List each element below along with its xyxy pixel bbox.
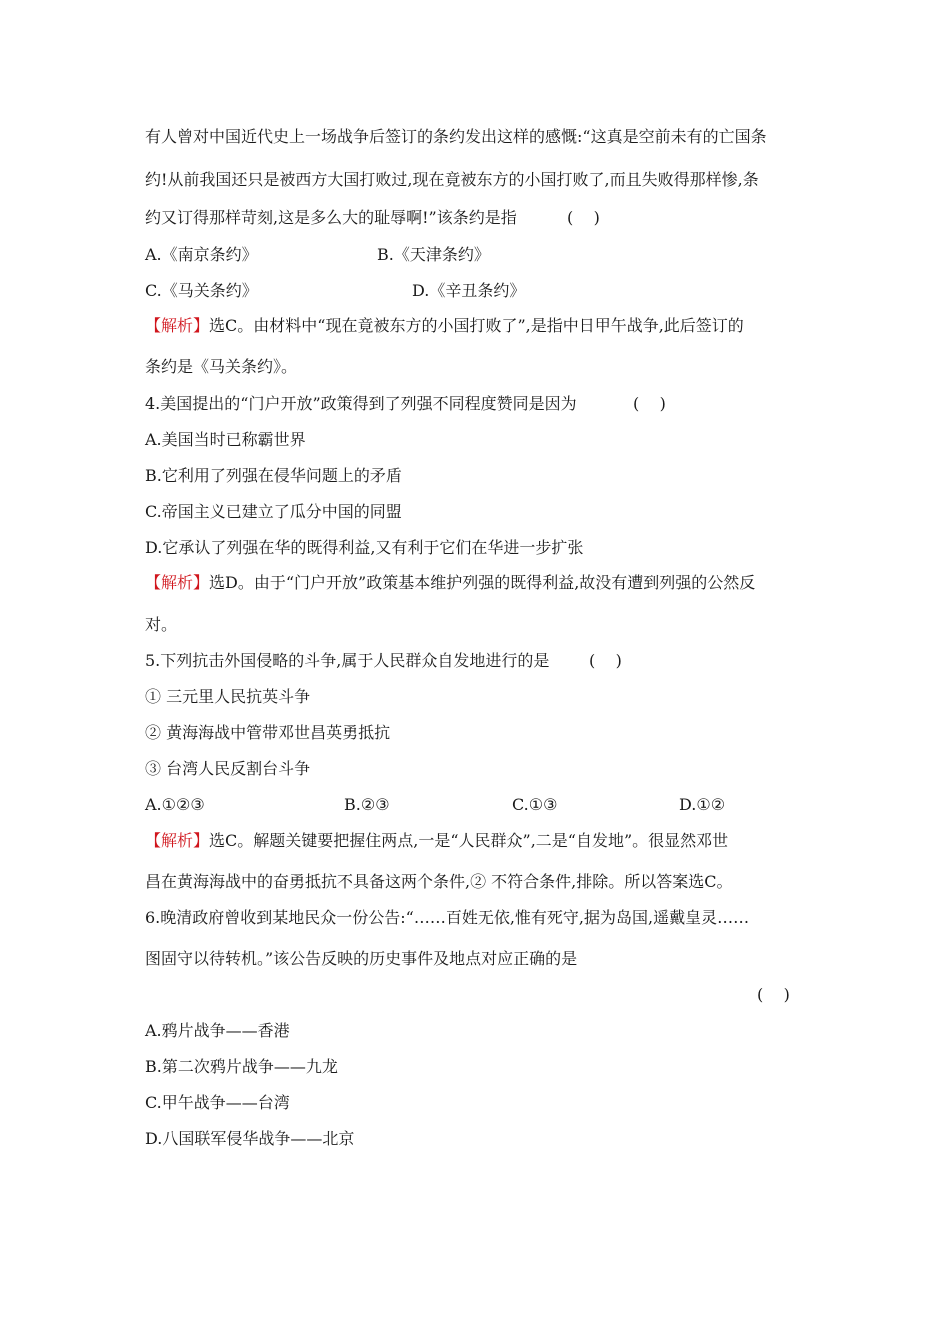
q4-option-d: D.它承认了列强在华的既得利益,又有利于它们在华进一步扩张 <box>145 538 584 557</box>
q4-stem: 4.美国提出的“门户开放”政策得到了列强不同程度赞同是因为 <box>145 394 577 413</box>
q5-analysis-line-2: 昌在黄海海战中的奋勇抵抗不具备这两个条件,② 不符合条件,排除。所以答案选C。 <box>145 872 733 891</box>
q6-stem-line-2: 图固守以待转机。”该公告反映的历史事件及地点对应正确的是 <box>145 949 578 968</box>
q3-option-b: B.《天津条约》 <box>377 245 490 264</box>
q3-analysis-line-2: 条约是《马关条约》。 <box>145 357 298 376</box>
q6-option-a: A.鸦片战争——香港 <box>145 1021 290 1040</box>
q5-item-3: ③ 台湾人民反割台斗争 <box>145 759 311 778</box>
q4-analysis-tag: 【解析】 <box>145 573 210 592</box>
q4-analysis-line-2: 对。 <box>145 615 178 634</box>
q5-item-2: ② 黄海海战中管带邓世昌英勇抵抗 <box>145 723 391 742</box>
q5-answer-paren: ( ) <box>589 651 622 670</box>
q4-analysis-text: 选D。由于“门户开放”政策基本维护列强的既得利益,故没有遭到列强的公然反 <box>209 573 756 592</box>
q4-option-a: A.美国当时已称霸世界 <box>145 430 306 449</box>
q5-option-a: A.①②③ <box>145 795 205 814</box>
q5-analysis-line-1 <box>145 831 728 851</box>
q5-option-d: D.①② <box>679 795 726 814</box>
q4-answer-paren: ( ) <box>633 394 666 413</box>
q4-option-b: B.它利用了列强在侵华问题上的矛盾 <box>145 466 402 485</box>
q3-stem-line-1: 有人曾对中国近代史上一场战争后签订的条约发出这样的感慨:“这真是空前未有的亡国条 <box>145 127 767 146</box>
q4-analysis-line-1 <box>145 573 755 593</box>
q6-option-c: C.甲午战争——台湾 <box>145 1093 290 1112</box>
q3-stem-line-3: 约又订得那样苛刻,这是多么大的耻辱啊!”该条约是指 <box>145 208 517 227</box>
q3-answer-paren: ( ) <box>567 208 600 227</box>
q6-stem-line-1: 6.晚清政府曾收到某地民众一份公告:“……百姓无依,惟有死守,据为岛国,遥戴皇灵…… <box>145 908 750 927</box>
q5-analysis-text: 选C。解题关键要把握住两点,一是“人民群众”,二是“自发地”。很显然邓世 <box>209 831 729 850</box>
q3-option-c: C.《马关条约》 <box>145 281 258 300</box>
q3-analysis-tag: 【解析】 <box>145 316 210 335</box>
q3-stem-line-2: 约!从前我国还只是被西方大国打败过,现在竟被东方的小国打败了,而且失败得那样惨,条 <box>145 170 759 189</box>
q3-analysis-text: 选C。由材料中“现在竟被东方的小国打败了”,是指中日甲午战争,此后签订的 <box>209 316 744 335</box>
q6-answer-paren: ( ) <box>757 985 790 1004</box>
q6-option-b: B.第二次鸦片战争——九龙 <box>145 1057 338 1076</box>
q5-analysis-tag: 【解析】 <box>145 831 210 850</box>
q5-stem: 5.下列抗击外国侵略的斗争,属于人民群众自发地进行的是 <box>145 651 550 670</box>
q4-option-c: C.帝国主义已建立了瓜分中国的同盟 <box>145 502 402 521</box>
q3-option-d: D.《辛丑条约》 <box>412 281 526 300</box>
q5-option-b: B.②③ <box>344 795 390 814</box>
q5-option-c: C.①③ <box>512 795 558 814</box>
q3-option-a: A.《南京条约》 <box>145 245 258 264</box>
q5-item-1: ① 三元里人民抗英斗争 <box>145 687 311 706</box>
q3-analysis-line-1 <box>145 316 744 336</box>
q6-option-d: D.八国联军侵华战争——北京 <box>145 1129 355 1148</box>
